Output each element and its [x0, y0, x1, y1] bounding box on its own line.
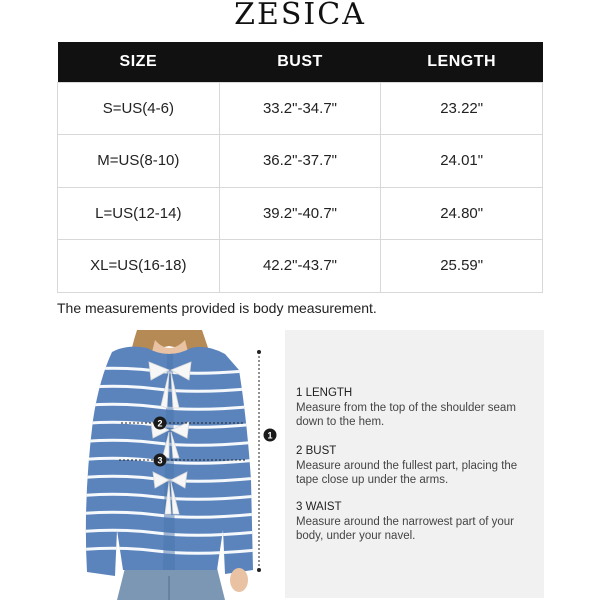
measure-title: 2 BUST: [296, 445, 337, 457]
cell-length: 23.22": [381, 82, 543, 135]
cell-size: XL=US(16-18): [58, 240, 220, 293]
marker-label: 1: [267, 430, 273, 441]
measure-item-waist: [296, 500, 536, 544]
table-row: [58, 187, 543, 240]
header-length: LENGTH: [381, 42, 543, 82]
header-size: SIZE: [58, 42, 220, 82]
marker-label: 3: [157, 455, 163, 466]
table-header-row: [58, 42, 543, 82]
marker-label: 2: [157, 418, 163, 429]
measurement-note: The measurements provided is body measurement.: [57, 300, 377, 316]
marker-waist: [154, 454, 167, 467]
cell-bust: 36.2"-37.7": [219, 135, 381, 188]
cell-bust: 42.2"-43.7": [219, 240, 381, 293]
measure-description: Measure from the top of the shoulder seam down to the hem.: [296, 401, 516, 428]
table-row: [58, 240, 543, 293]
cell-length: 24.80": [381, 187, 543, 240]
cell-size: S=US(4-6): [58, 82, 220, 135]
cell-bust: 33.2"-34.7": [219, 82, 381, 135]
measure-item-length: [296, 386, 536, 430]
measure-title: 3 WAIST: [296, 501, 342, 513]
model-illustration: [57, 330, 282, 600]
size-chart-table: [57, 42, 543, 293]
measure-description: Measure around the fullest part, placing the tape close up under the arms.: [296, 459, 518, 486]
measure-title: 1 LENGTH: [296, 387, 353, 399]
cell-size: L=US(12-14): [58, 187, 220, 240]
measure-description: Measure around the narrowest part of your body, under your navel.: [296, 515, 514, 542]
header-bust: BUST: [219, 42, 381, 82]
marker-length: [264, 429, 277, 442]
brand-logo: ZESICA: [234, 0, 366, 32]
cell-size: M=US(8-10): [58, 135, 220, 188]
model-photo: [57, 330, 282, 600]
cell-bust: 39.2"-40.7": [219, 187, 381, 240]
table-row: [58, 135, 543, 188]
measurement-guide-panel: [285, 330, 544, 598]
marker-bust: [154, 417, 167, 430]
table-row: [58, 82, 543, 135]
cell-length: 25.59": [381, 240, 543, 293]
measure-item-bust: [296, 444, 536, 488]
cell-length: 24.01": [381, 135, 543, 188]
